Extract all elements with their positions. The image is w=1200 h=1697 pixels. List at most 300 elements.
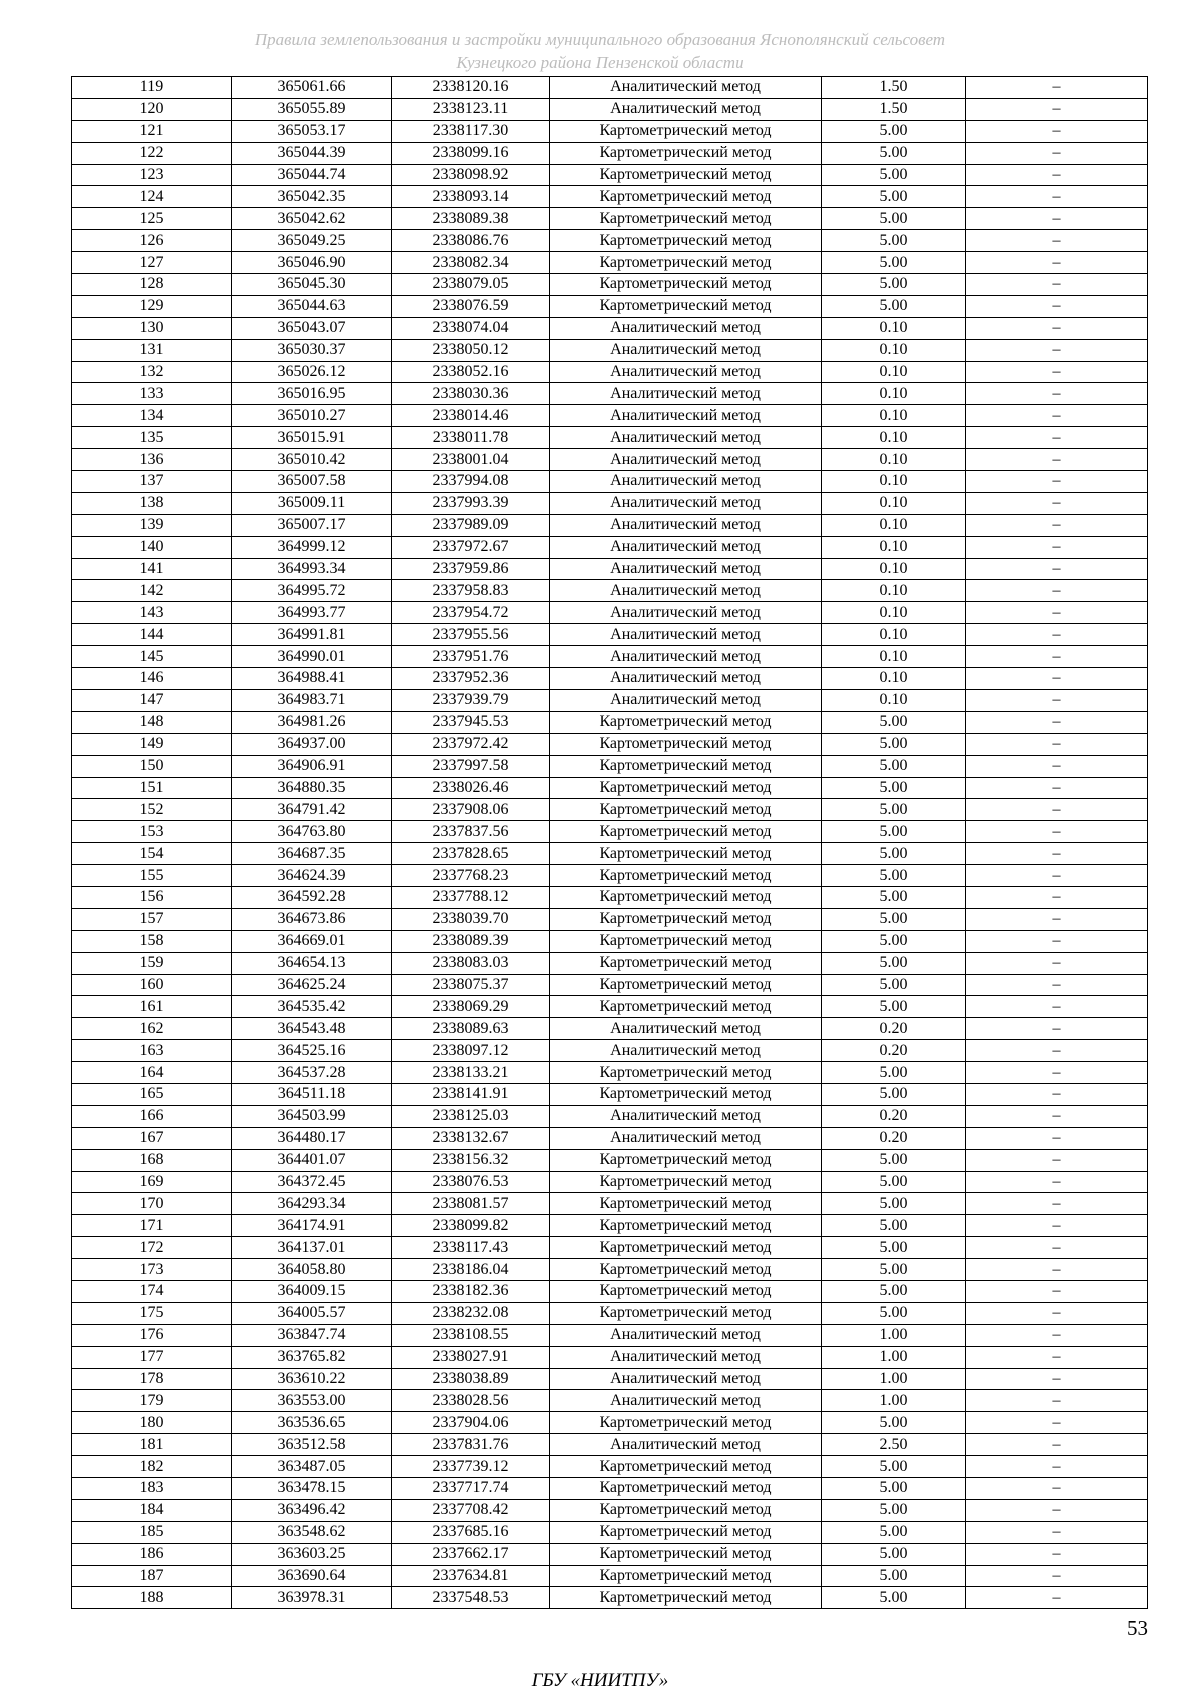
- note-cell: –: [966, 230, 1148, 252]
- x-coordinate-cell: 364058.80: [232, 1259, 392, 1281]
- note-cell: –: [966, 996, 1148, 1018]
- point-number-cell: 144: [72, 624, 232, 646]
- table-row: [72, 1149, 1148, 1171]
- table-row: [72, 1171, 1148, 1193]
- note-cell: –: [966, 77, 1148, 99]
- method-cell: Аналитический метод: [550, 689, 822, 711]
- table-row: [72, 777, 1148, 799]
- note-cell: –: [966, 733, 1148, 755]
- method-cell: Картометрический метод: [550, 1149, 822, 1171]
- point-number-cell: 127: [72, 252, 232, 274]
- x-coordinate-cell: 364990.01: [232, 646, 392, 668]
- y-coordinate-cell: 2337634.81: [392, 1565, 550, 1587]
- y-coordinate-cell: 2338026.46: [392, 777, 550, 799]
- y-coordinate-cell: 2337685.16: [392, 1521, 550, 1543]
- point-number-cell: 187: [72, 1565, 232, 1587]
- method-cell: Аналитический метод: [550, 1018, 822, 1040]
- accuracy-cell: 5.00: [822, 1412, 966, 1434]
- table-row: [72, 1521, 1148, 1543]
- y-coordinate-cell: 2338186.04: [392, 1259, 550, 1281]
- accuracy-cell: 5.00: [822, 1456, 966, 1478]
- note-cell: –: [966, 492, 1148, 514]
- y-coordinate-cell: 2338089.39: [392, 930, 550, 952]
- table-row: [72, 689, 1148, 711]
- method-cell: Картометрический метод: [550, 230, 822, 252]
- table-row: [72, 186, 1148, 208]
- x-coordinate-cell: 364537.28: [232, 1062, 392, 1084]
- table-row: [72, 77, 1148, 99]
- method-cell: Картометрический метод: [550, 208, 822, 230]
- accuracy-cell: 0.10: [822, 471, 966, 493]
- table-row: [72, 821, 1148, 843]
- note-cell: –: [966, 1215, 1148, 1237]
- accuracy-cell: 0.10: [822, 536, 966, 558]
- note-cell: –: [966, 1149, 1148, 1171]
- y-coordinate-cell: 2337768.23: [392, 865, 550, 887]
- y-coordinate-cell: 2338117.43: [392, 1237, 550, 1259]
- x-coordinate-cell: 363487.05: [232, 1456, 392, 1478]
- note-cell: –: [966, 799, 1148, 821]
- table-row: [72, 886, 1148, 908]
- x-coordinate-cell: 364174.91: [232, 1215, 392, 1237]
- y-coordinate-cell: 2338097.12: [392, 1040, 550, 1062]
- y-coordinate-cell: 2338039.70: [392, 908, 550, 930]
- method-cell: Картометрический метод: [550, 996, 822, 1018]
- y-coordinate-cell: 2338027.91: [392, 1346, 550, 1368]
- accuracy-cell: 1.50: [822, 98, 966, 120]
- method-cell: Картометрический метод: [550, 1171, 822, 1193]
- point-number-cell: 139: [72, 514, 232, 536]
- table-row: [72, 1062, 1148, 1084]
- accuracy-cell: 0.10: [822, 317, 966, 339]
- x-coordinate-cell: 365046.90: [232, 252, 392, 274]
- x-coordinate-cell: 364592.28: [232, 886, 392, 908]
- method-cell: Аналитический метод: [550, 98, 822, 120]
- table-row: [72, 514, 1148, 536]
- table-row: [72, 646, 1148, 668]
- x-coordinate-cell: 364480.17: [232, 1127, 392, 1149]
- point-number-cell: 155: [72, 865, 232, 887]
- table-row: [72, 930, 1148, 952]
- method-cell: Картометрический метод: [550, 1259, 822, 1281]
- y-coordinate-cell: 2337945.53: [392, 711, 550, 733]
- point-number-cell: 119: [72, 77, 232, 99]
- table-row: [72, 908, 1148, 930]
- x-coordinate-cell: 365055.89: [232, 98, 392, 120]
- note-cell: –: [966, 536, 1148, 558]
- table-row: [72, 1456, 1148, 1478]
- accuracy-cell: 5.00: [822, 1565, 966, 1587]
- x-coordinate-cell: 365044.74: [232, 164, 392, 186]
- point-number-cell: 143: [72, 602, 232, 624]
- accuracy-cell: 0.10: [822, 689, 966, 711]
- point-number-cell: 170: [72, 1193, 232, 1215]
- note-cell: –: [966, 1543, 1148, 1565]
- accuracy-cell: 5.00: [822, 252, 966, 274]
- method-cell: Картометрический метод: [550, 711, 822, 733]
- accuracy-cell: 1.50: [822, 77, 966, 99]
- point-number-cell: 153: [72, 821, 232, 843]
- note-cell: –: [966, 843, 1148, 865]
- table-row: [72, 733, 1148, 755]
- note-cell: –: [966, 98, 1148, 120]
- table-row: [72, 142, 1148, 164]
- y-coordinate-cell: 2337994.08: [392, 471, 550, 493]
- table-row: [72, 405, 1148, 427]
- point-number-cell: 183: [72, 1478, 232, 1500]
- accuracy-cell: 1.00: [822, 1390, 966, 1412]
- accuracy-cell: 5.00: [822, 1521, 966, 1543]
- x-coordinate-cell: 363847.74: [232, 1324, 392, 1346]
- point-number-cell: 188: [72, 1587, 232, 1609]
- point-number-cell: 149: [72, 733, 232, 755]
- accuracy-cell: 0.10: [822, 383, 966, 405]
- y-coordinate-cell: 2338086.76: [392, 230, 550, 252]
- y-coordinate-cell: 2338082.34: [392, 252, 550, 274]
- y-coordinate-cell: 2337972.67: [392, 536, 550, 558]
- note-cell: –: [966, 930, 1148, 952]
- table-row: [72, 339, 1148, 361]
- note-cell: –: [966, 646, 1148, 668]
- note-cell: –: [966, 383, 1148, 405]
- method-cell: Аналитический метод: [550, 77, 822, 99]
- table-row: [72, 1390, 1148, 1412]
- note-cell: –: [966, 711, 1148, 733]
- note-cell: –: [966, 142, 1148, 164]
- accuracy-cell: 0.10: [822, 492, 966, 514]
- method-cell: Картометрический метод: [550, 1456, 822, 1478]
- method-cell: Аналитический метод: [550, 383, 822, 405]
- y-coordinate-cell: 2337662.17: [392, 1543, 550, 1565]
- method-cell: Аналитический метод: [550, 471, 822, 493]
- accuracy-cell: 5.00: [822, 843, 966, 865]
- accuracy-cell: 5.00: [822, 164, 966, 186]
- method-cell: Аналитический метод: [550, 580, 822, 602]
- y-coordinate-cell: 2338081.57: [392, 1193, 550, 1215]
- method-cell: Картометрический метод: [550, 821, 822, 843]
- method-cell: Картометрический метод: [550, 1412, 822, 1434]
- x-coordinate-cell: 363496.42: [232, 1499, 392, 1521]
- accuracy-cell: 1.00: [822, 1324, 966, 1346]
- point-number-cell: 160: [72, 974, 232, 996]
- point-number-cell: 158: [72, 930, 232, 952]
- method-cell: Картометрический метод: [550, 1237, 822, 1259]
- method-cell: Картометрический метод: [550, 1587, 822, 1609]
- accuracy-cell: 5.00: [822, 1237, 966, 1259]
- note-cell: –: [966, 777, 1148, 799]
- accuracy-cell: 5.00: [822, 1149, 966, 1171]
- x-coordinate-cell: 363478.15: [232, 1478, 392, 1500]
- note-cell: –: [966, 1368, 1148, 1390]
- x-coordinate-cell: 365016.95: [232, 383, 392, 405]
- note-cell: –: [966, 1324, 1148, 1346]
- note-cell: –: [966, 1171, 1148, 1193]
- note-cell: –: [966, 471, 1148, 493]
- accuracy-cell: 5.00: [822, 142, 966, 164]
- table-row: [72, 1478, 1148, 1500]
- table-row: [72, 317, 1148, 339]
- table-row: [72, 1105, 1148, 1127]
- y-coordinate-cell: 2338098.92: [392, 164, 550, 186]
- note-cell: –: [966, 1390, 1148, 1412]
- y-coordinate-cell: 2338076.59: [392, 295, 550, 317]
- method-cell: Аналитический метод: [550, 339, 822, 361]
- accuracy-cell: 5.00: [822, 711, 966, 733]
- y-coordinate-cell: 2338232.08: [392, 1302, 550, 1324]
- table-row: [72, 252, 1148, 274]
- accuracy-cell: 5.00: [822, 974, 966, 996]
- point-number-cell: 172: [72, 1237, 232, 1259]
- y-coordinate-cell: 2338075.37: [392, 974, 550, 996]
- point-number-cell: 126: [72, 230, 232, 252]
- table-row: [72, 383, 1148, 405]
- x-coordinate-cell: 364880.35: [232, 777, 392, 799]
- y-coordinate-cell: 2338011.78: [392, 427, 550, 449]
- note-cell: –: [966, 580, 1148, 602]
- x-coordinate-cell: 364005.57: [232, 1302, 392, 1324]
- y-coordinate-cell: 2337837.56: [392, 821, 550, 843]
- method-cell: Аналитический метод: [550, 646, 822, 668]
- method-cell: Аналитический метод: [550, 602, 822, 624]
- method-cell: Картометрический метод: [550, 1062, 822, 1084]
- accuracy-cell: 5.00: [822, 1259, 966, 1281]
- point-number-cell: 177: [72, 1346, 232, 1368]
- x-coordinate-cell: 364937.00: [232, 733, 392, 755]
- accuracy-cell: 0.10: [822, 514, 966, 536]
- method-cell: Картометрический метод: [550, 252, 822, 274]
- x-coordinate-cell: 363978.31: [232, 1587, 392, 1609]
- y-coordinate-cell: 2337954.72: [392, 602, 550, 624]
- note-cell: –: [966, 1346, 1148, 1368]
- note-cell: –: [966, 1018, 1148, 1040]
- table-row: [72, 1193, 1148, 1215]
- table-row: [72, 1259, 1148, 1281]
- point-number-cell: 181: [72, 1434, 232, 1456]
- point-number-cell: 159: [72, 952, 232, 974]
- method-cell: Картометрический метод: [550, 930, 822, 952]
- method-cell: Картометрический метод: [550, 1565, 822, 1587]
- y-coordinate-cell: 2338132.67: [392, 1127, 550, 1149]
- x-coordinate-cell: 365010.42: [232, 449, 392, 471]
- note-cell: –: [966, 1587, 1148, 1609]
- accuracy-cell: 0.10: [822, 580, 966, 602]
- point-number-cell: 145: [72, 646, 232, 668]
- accuracy-cell: 5.00: [822, 930, 966, 952]
- x-coordinate-cell: 363765.82: [232, 1346, 392, 1368]
- accuracy-cell: 5.00: [822, 1171, 966, 1193]
- point-number-cell: 180: [72, 1412, 232, 1434]
- note-cell: –: [966, 339, 1148, 361]
- point-number-cell: 165: [72, 1083, 232, 1105]
- note-cell: –: [966, 1478, 1148, 1500]
- note-cell: –: [966, 295, 1148, 317]
- y-coordinate-cell: 2338099.82: [392, 1215, 550, 1237]
- point-number-cell: 168: [72, 1149, 232, 1171]
- note-cell: –: [966, 1434, 1148, 1456]
- table-row: [72, 799, 1148, 821]
- x-coordinate-cell: 364009.15: [232, 1280, 392, 1302]
- method-cell: Аналитический метод: [550, 405, 822, 427]
- x-coordinate-cell: 364511.18: [232, 1083, 392, 1105]
- x-coordinate-cell: 364625.24: [232, 974, 392, 996]
- method-cell: Аналитический метод: [550, 427, 822, 449]
- x-coordinate-cell: 365015.91: [232, 427, 392, 449]
- x-coordinate-cell: 363553.00: [232, 1390, 392, 1412]
- accuracy-cell: 0.10: [822, 646, 966, 668]
- x-coordinate-cell: 365044.63: [232, 295, 392, 317]
- method-cell: Картометрический метод: [550, 843, 822, 865]
- point-number-cell: 175: [72, 1302, 232, 1324]
- table-row: [72, 230, 1148, 252]
- x-coordinate-cell: 364981.26: [232, 711, 392, 733]
- y-coordinate-cell: 2338089.38: [392, 208, 550, 230]
- note-cell: –: [966, 1412, 1148, 1434]
- table-row: [72, 208, 1148, 230]
- method-cell: Картометрический метод: [550, 1499, 822, 1521]
- accuracy-cell: 1.00: [822, 1346, 966, 1368]
- y-coordinate-cell: 2337952.36: [392, 668, 550, 690]
- note-cell: –: [966, 668, 1148, 690]
- method-cell: Картометрический метод: [550, 1302, 822, 1324]
- method-cell: Картометрический метод: [550, 186, 822, 208]
- method-cell: Картометрический метод: [550, 164, 822, 186]
- method-cell: Аналитический метод: [550, 514, 822, 536]
- point-number-cell: 146: [72, 668, 232, 690]
- method-cell: Картометрический метод: [550, 886, 822, 908]
- point-number-cell: 169: [72, 1171, 232, 1193]
- x-coordinate-cell: 364525.16: [232, 1040, 392, 1062]
- method-cell: Картометрический метод: [550, 1280, 822, 1302]
- point-number-cell: 178: [72, 1368, 232, 1390]
- method-cell: Картометрический метод: [550, 1543, 822, 1565]
- y-coordinate-cell: 2337908.06: [392, 799, 550, 821]
- x-coordinate-cell: 364687.35: [232, 843, 392, 865]
- note-cell: –: [966, 602, 1148, 624]
- x-coordinate-cell: 364993.77: [232, 602, 392, 624]
- accuracy-cell: 0.20: [822, 1127, 966, 1149]
- table-row: [72, 164, 1148, 186]
- x-coordinate-cell: 365030.37: [232, 339, 392, 361]
- point-number-cell: 157: [72, 908, 232, 930]
- y-coordinate-cell: 2338123.11: [392, 98, 550, 120]
- accuracy-cell: 0.10: [822, 427, 966, 449]
- x-coordinate-cell: 364669.01: [232, 930, 392, 952]
- method-cell: Картометрический метод: [550, 120, 822, 142]
- point-number-cell: 179: [72, 1390, 232, 1412]
- table-row: [72, 1587, 1148, 1609]
- note-cell: –: [966, 886, 1148, 908]
- table-row: [72, 602, 1148, 624]
- accuracy-cell: 5.00: [822, 1062, 966, 1084]
- y-coordinate-cell: 2337828.65: [392, 843, 550, 865]
- table-row: [72, 668, 1148, 690]
- x-coordinate-cell: 364503.99: [232, 1105, 392, 1127]
- method-cell: Аналитический метод: [550, 668, 822, 690]
- y-coordinate-cell: 2337717.74: [392, 1478, 550, 1500]
- y-coordinate-cell: 2338038.89: [392, 1368, 550, 1390]
- table-row: [72, 427, 1148, 449]
- x-coordinate-cell: 365049.25: [232, 230, 392, 252]
- x-coordinate-cell: 363536.65: [232, 1412, 392, 1434]
- y-coordinate-cell: 2338028.56: [392, 1390, 550, 1412]
- x-coordinate-cell: 364999.12: [232, 536, 392, 558]
- note-cell: –: [966, 405, 1148, 427]
- table-row: [72, 1499, 1148, 1521]
- y-coordinate-cell: 2337951.76: [392, 646, 550, 668]
- y-coordinate-cell: 2338125.03: [392, 1105, 550, 1127]
- note-cell: –: [966, 1083, 1148, 1105]
- y-coordinate-cell: 2337831.76: [392, 1434, 550, 1456]
- note-cell: –: [966, 274, 1148, 296]
- table-row: [72, 471, 1148, 493]
- table-row: [72, 558, 1148, 580]
- point-number-cell: 171: [72, 1215, 232, 1237]
- method-cell: Картометрический метод: [550, 799, 822, 821]
- method-cell: Картометрический метод: [550, 1083, 822, 1105]
- table-row: [72, 1237, 1148, 1259]
- accuracy-cell: 5.00: [822, 821, 966, 843]
- accuracy-cell: 5.00: [822, 865, 966, 887]
- x-coordinate-cell: 364624.39: [232, 865, 392, 887]
- x-coordinate-cell: 364791.42: [232, 799, 392, 821]
- point-number-cell: 151: [72, 777, 232, 799]
- table-row: [72, 711, 1148, 733]
- point-number-cell: 128: [72, 274, 232, 296]
- note-cell: –: [966, 120, 1148, 142]
- accuracy-cell: 5.00: [822, 1302, 966, 1324]
- table-row: [72, 624, 1148, 646]
- running-header: [0, 28, 1200, 74]
- accuracy-cell: 5.00: [822, 295, 966, 317]
- y-coordinate-cell: 2338083.03: [392, 952, 550, 974]
- point-number-cell: 162: [72, 1018, 232, 1040]
- note-cell: –: [966, 1193, 1148, 1215]
- point-number-cell: 120: [72, 98, 232, 120]
- y-coordinate-cell: 2338050.12: [392, 339, 550, 361]
- table-row: [72, 1324, 1148, 1346]
- x-coordinate-cell: 365042.35: [232, 186, 392, 208]
- note-cell: –: [966, 449, 1148, 471]
- point-number-cell: 164: [72, 1062, 232, 1084]
- y-coordinate-cell: 2338014.46: [392, 405, 550, 427]
- accuracy-cell: 5.00: [822, 120, 966, 142]
- y-coordinate-cell: 2338182.36: [392, 1280, 550, 1302]
- x-coordinate-cell: 365009.11: [232, 492, 392, 514]
- x-coordinate-cell: 363512.58: [232, 1434, 392, 1456]
- table-row: [72, 1565, 1148, 1587]
- x-coordinate-cell: 365053.17: [232, 120, 392, 142]
- coordinates-table: [71, 76, 1148, 1609]
- header-line-1: Правила землепользования и застройки муниципального образования Яснополянский сельсовет: [254, 30, 946, 49]
- x-coordinate-cell: 364763.80: [232, 821, 392, 843]
- x-coordinate-cell: 364543.48: [232, 1018, 392, 1040]
- method-cell: Аналитический метод: [550, 361, 822, 383]
- y-coordinate-cell: 2338117.30: [392, 120, 550, 142]
- method-cell: Аналитический метод: [550, 1324, 822, 1346]
- point-number-cell: 125: [72, 208, 232, 230]
- point-number-cell: 150: [72, 755, 232, 777]
- table-row: [72, 580, 1148, 602]
- table-row: [72, 98, 1148, 120]
- table-row: [72, 449, 1148, 471]
- accuracy-cell: 5.00: [822, 1280, 966, 1302]
- accuracy-cell: 0.10: [822, 449, 966, 471]
- table-row: [72, 1083, 1148, 1105]
- x-coordinate-cell: 363603.25: [232, 1543, 392, 1565]
- accuracy-cell: 5.00: [822, 1215, 966, 1237]
- method-cell: Аналитический метод: [550, 1390, 822, 1412]
- note-cell: –: [966, 908, 1148, 930]
